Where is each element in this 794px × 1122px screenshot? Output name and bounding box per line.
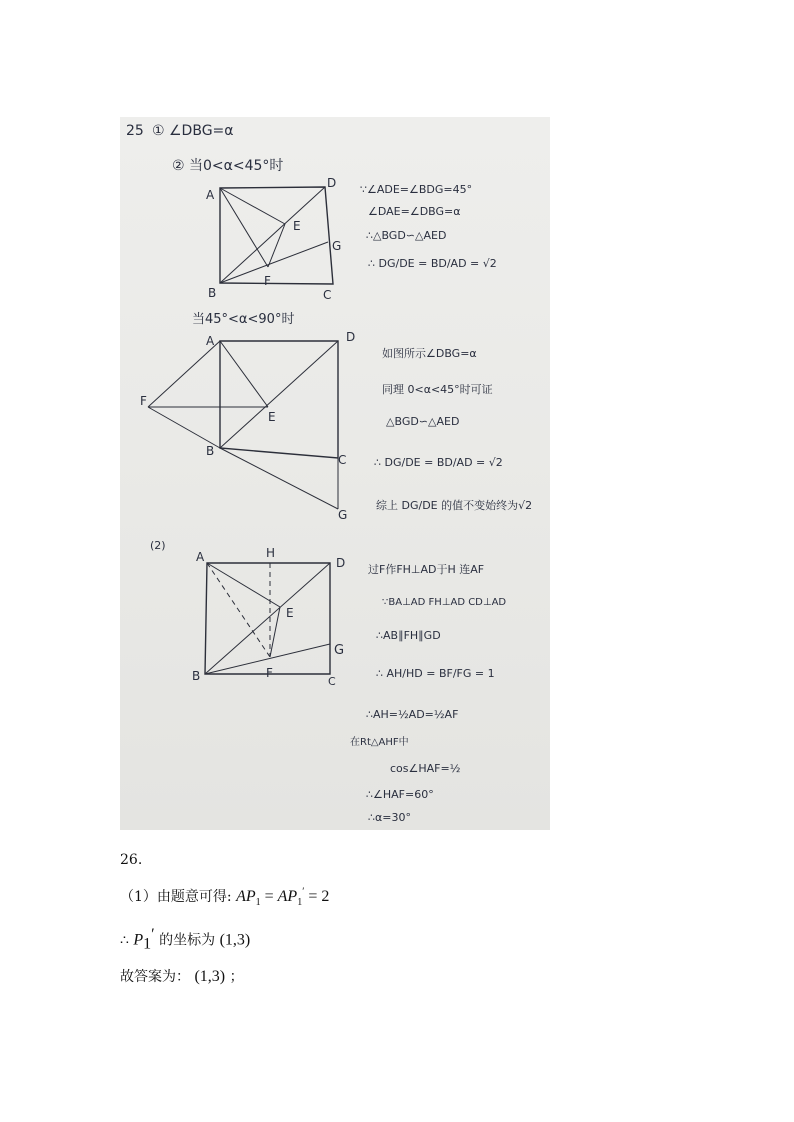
fig2-step: △BGD∽△AED <box>386 415 460 428</box>
fig3-step: ∴α=30° <box>368 811 411 824</box>
fig2-step: ∴ DG/DE = BD/AD = √2 <box>374 456 503 469</box>
eq-prime: ′ <box>302 886 305 898</box>
fig1-label-a: A <box>206 188 215 202</box>
fig2-proof <box>374 347 532 512</box>
fig3-label-b: B <box>192 669 201 683</box>
fig1-proof <box>360 183 497 270</box>
line3-prefix: 故答案为： <box>120 969 190 985</box>
fig2-label-b: B <box>206 444 215 458</box>
fig2-step: 如图所示∠DBG=α <box>382 347 477 360</box>
fig2-line-fb <box>148 407 220 448</box>
fig3-label-f: F <box>266 666 273 680</box>
fig3-label-h: H <box>266 546 276 560</box>
fig3-proof <box>350 562 506 824</box>
point-p-prime: ′ <box>151 926 155 943</box>
fig2-line-fa <box>148 341 220 407</box>
part1-answer: ① ∠DBG=α <box>152 123 234 139</box>
fig1-square <box>220 187 333 284</box>
figure-3 <box>192 546 345 688</box>
equation-ap <box>236 886 330 909</box>
fig3-label-e: E <box>286 606 294 620</box>
eq-sub: 1 <box>297 897 303 909</box>
fig1-label-d: D <box>327 176 337 190</box>
eq-value: 2 <box>321 888 330 905</box>
figure-2 <box>140 330 355 522</box>
fig3-diagonal-bd <box>205 563 330 674</box>
eq-sub: 1 <box>255 897 261 909</box>
line1-prefix: （1）由题意可得: <box>120 889 232 905</box>
fig3-label-d: D <box>336 556 346 570</box>
fig3-step: 过F作FH⊥AD于H 连AF <box>368 563 485 576</box>
handwritten-solution-photo <box>120 117 550 830</box>
fig2-label-e: E <box>268 410 276 424</box>
fig1-label-b: B <box>208 286 217 300</box>
fig2-step: 同理 0<α<45°时可证 <box>382 383 493 396</box>
solution-drawing <box>120 117 550 830</box>
fig2-diagonal-bd <box>220 341 338 448</box>
case1-heading: ② 当0<α<45°时 <box>172 158 284 174</box>
answer-line-2 <box>120 926 250 953</box>
fig1-step: ∴△BGD∽△AED <box>366 229 447 242</box>
fig3-label-a: A <box>196 550 205 564</box>
fig2-label-f: F <box>140 394 147 408</box>
fig1-step: ∵∠ADE=∠BDG=45° <box>360 183 473 196</box>
question-number-26: 26. <box>120 852 143 868</box>
fig1-line-bg <box>220 242 328 283</box>
line2-coordinate: (1,3) <box>219 931 251 949</box>
fig1-step: ∠DAE=∠DBG=α <box>368 205 461 218</box>
fig2-label-g: G <box>338 508 348 522</box>
fig3-step: ∴∠HAF=60° <box>366 788 434 801</box>
answer-line-1 <box>120 886 329 908</box>
answer-line-3 <box>120 966 244 986</box>
fig2-label-a: A <box>206 334 215 348</box>
fig2-label-d: D <box>346 330 356 344</box>
eq-ap-left: AP <box>236 888 256 905</box>
fig3-line-af-dashed <box>207 563 270 657</box>
fig3-step: ∴AH=½AD=½AF <box>366 708 459 721</box>
fig1-line-ae <box>220 188 285 224</box>
fig1-step: ∴ DG/DE = BD/AD = √2 <box>368 257 497 270</box>
eq-equals: = <box>308 888 318 905</box>
fig3-step: 在Rt△AHF中 <box>350 737 409 748</box>
point-p-sub: 1 <box>143 935 152 953</box>
fig2-square <box>220 341 338 458</box>
therefore-symbol: ∴ <box>120 932 129 949</box>
fig1-diagonal-bd <box>220 187 325 283</box>
fig3-step: ∴ AH/HD = BF/FG = 1 <box>376 667 495 680</box>
line3-coordinate: (1,3) <box>194 968 226 985</box>
line3-suffix: ； <box>229 969 244 985</box>
fig3-label-c: C <box>328 675 336 688</box>
question-number: 25 <box>126 123 144 139</box>
point-p: P <box>133 931 144 949</box>
fig3-line-ae <box>207 563 280 607</box>
fig3-step: ∴AB∥FH∥GD <box>376 629 441 642</box>
part2-label: (2) <box>150 539 166 552</box>
fig1-label-g: G <box>332 239 342 253</box>
fig1-line-ef <box>268 224 285 267</box>
eq-ap-right: AP <box>277 888 298 905</box>
fig1-label-c: C <box>323 288 332 302</box>
eq-equals: = <box>264 888 274 905</box>
fig2-label-c: C <box>338 453 347 467</box>
fig2-step: 综上 DG/DE 的值不变始终为√2 <box>376 499 533 512</box>
figure-1 <box>206 176 341 302</box>
fig3-label-g: G <box>334 643 345 658</box>
fig1-label-f: F <box>264 274 271 288</box>
fig1-label-e: E <box>293 219 301 233</box>
line2-text: 的坐标为 <box>159 932 216 949</box>
case2-heading: 当45°<α<90°时 <box>192 312 295 327</box>
fig2-line-ae <box>220 341 268 407</box>
fig1-line-af <box>220 188 268 267</box>
fig3-step: cos∠HAF=½ <box>390 762 461 775</box>
fig3-step: ∵BA⊥AD FH⊥AD CD⊥AD <box>382 597 507 608</box>
